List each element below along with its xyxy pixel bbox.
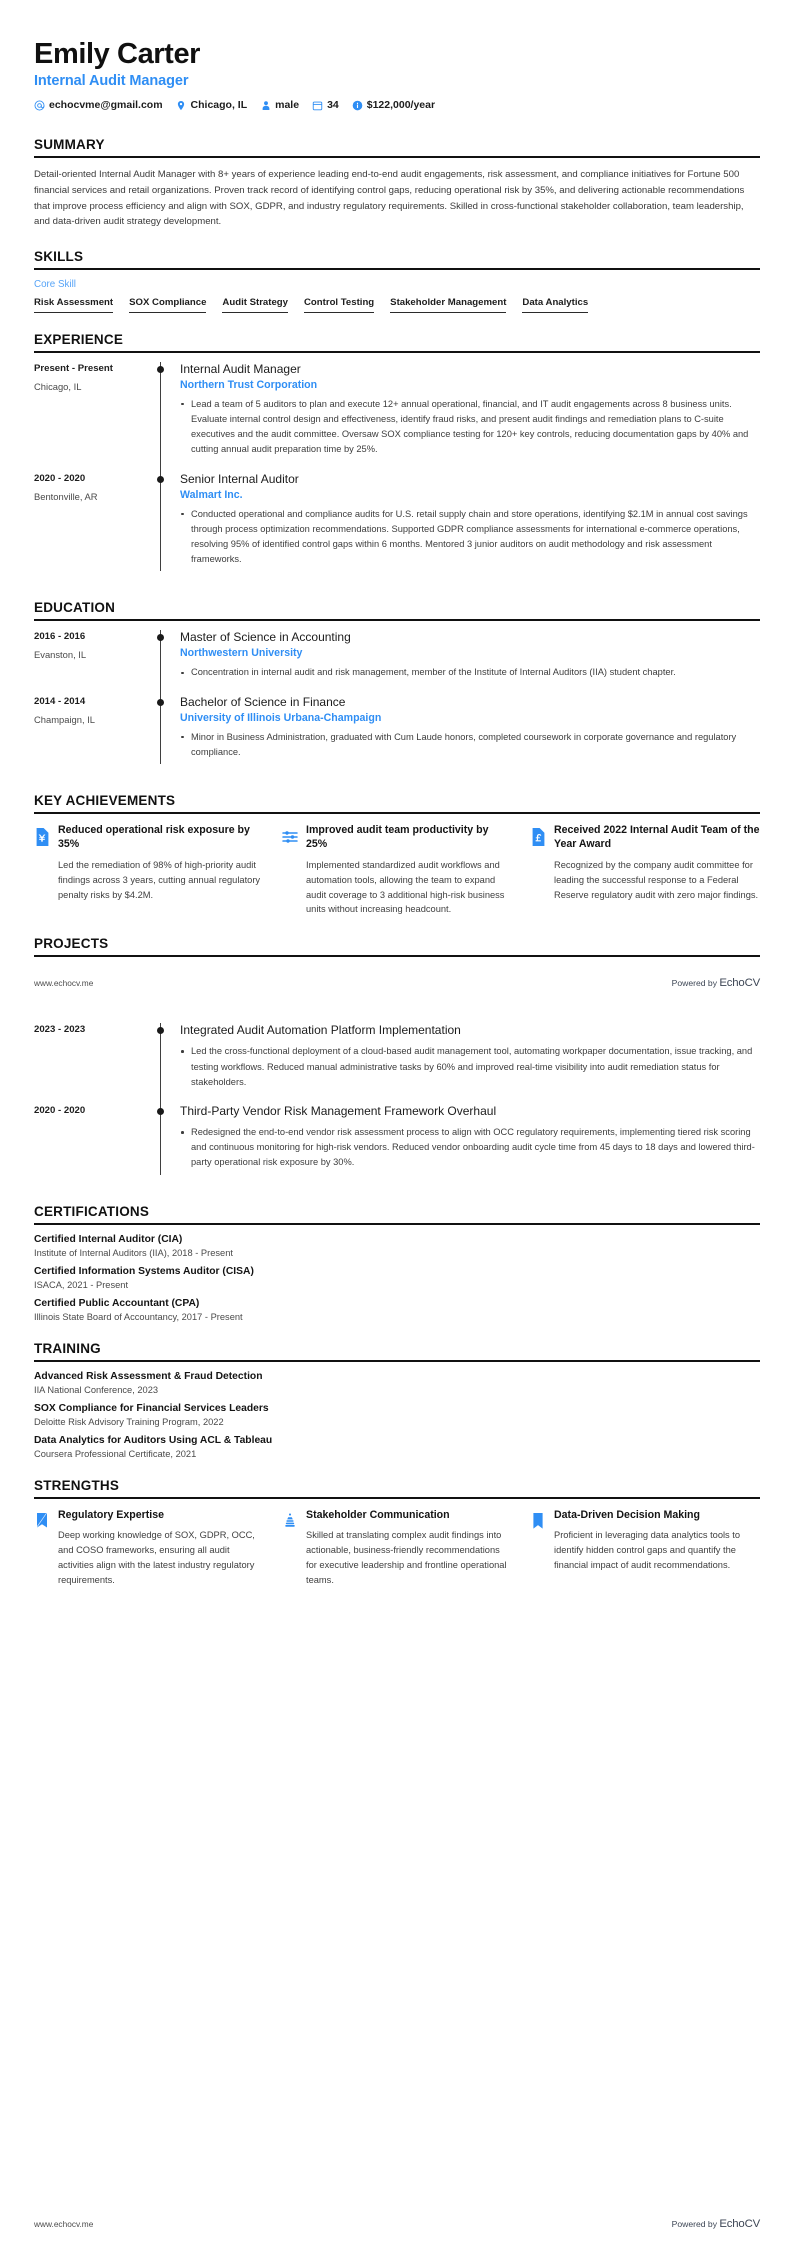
contact-row — [34, 99, 760, 111]
contact-email[interactable] — [34, 99, 163, 111]
skill-chip: Audit Strategy — [222, 297, 288, 313]
timeline-dot-icon — [157, 699, 164, 706]
section-title-summary: SUMMARY — [34, 137, 105, 153]
entry-institution: University of Illinois Urbana-Champaign — [180, 711, 382, 724]
project-entry — [34, 1023, 760, 1104]
certification-item — [34, 1234, 760, 1258]
entry-content — [170, 630, 760, 694]
entry-bullets — [180, 730, 760, 760]
entry-date: 2023 - 2023 — [34, 1024, 86, 1036]
summary-text: Detail-oriented Internal Audit Manager with 8+ years of experience leading end-to-end audit engagements, risk assessment, and compliance initiatives for Fortune 500 financial services and retail organizations. Proven track record of identifying control gaps, reducing operational risk by 35%, and delivering actionable recommendations that improve process efficiency and align with SOX, GDPR, and industry regulatory requirements. Skilled in cross-functional stakeholder collaboration, team leadership, and data-driven audit strategy development. — [34, 169, 745, 228]
experience-entry — [34, 472, 760, 582]
entry-meta — [34, 1023, 152, 1104]
salary-info-icon — [352, 100, 363, 111]
education-entry — [34, 630, 760, 694]
contact-age-value: 34 — [327, 99, 339, 112]
section-divider — [34, 351, 760, 353]
entry-role: Internal Audit Manager — [180, 361, 301, 376]
timeline-rail — [152, 362, 170, 472]
timeline-dot-icon — [157, 476, 164, 483]
sliders-settings-icon — [282, 827, 298, 847]
strength-card — [530, 1508, 760, 1588]
strength-title: Stakeholder Communication — [306, 1508, 450, 1521]
footer-brand-name: EchoCV — [719, 977, 760, 990]
strength-text: Deep working knowledge of SOX, GDPR, OCC, and COSO frameworks, ensuring all audit activities align with the latest industry regulatory requirements. — [58, 1529, 255, 1585]
section-education — [34, 600, 760, 774]
timeline-dot-icon — [157, 1027, 164, 1034]
certification-issuer: Institute of Internal Auditors (IIA), 2018 - Present — [34, 1247, 233, 1258]
document-currency-icon — [34, 827, 50, 847]
education-entry — [34, 695, 760, 774]
footer-powered-by — [672, 977, 760, 989]
section-strengths — [34, 1478, 760, 1588]
certification-title: Certified Information Systems Auditor (CISA) — [34, 1265, 254, 1277]
section-summary — [34, 137, 760, 229]
entry-bullets — [180, 1125, 760, 1171]
entry-date: 2020 - 2020 — [34, 1104, 86, 1116]
section-title-key-achievements: KEY ACHIEVEMENTS — [34, 793, 176, 809]
contact-gender — [260, 99, 299, 111]
section-divider — [34, 268, 760, 270]
entry-bullets — [180, 1044, 760, 1090]
certification-item — [34, 1266, 760, 1290]
contact-salary-value: $122,000/year — [366, 99, 436, 112]
entry-meta — [34, 472, 152, 582]
achievement-title: Improved audit team productivity by 25% — [306, 824, 489, 851]
entry-date: 2016 - 2016 — [34, 631, 86, 643]
strength-body — [58, 1508, 264, 1588]
strength-body — [554, 1508, 760, 1573]
section-skills — [34, 249, 760, 313]
entry-content — [170, 1104, 760, 1185]
entry-location: Evanston, IL — [34, 649, 87, 661]
section-title-education: EDUCATION — [34, 600, 116, 616]
entry-meta — [34, 630, 152, 694]
section-training — [34, 1341, 760, 1459]
project-title: Third-Party Vendor Risk Management Framework Overhaul — [180, 1103, 497, 1118]
entry-location: Chicago, IL — [34, 380, 82, 392]
bullet-item: Lead a team of 5 auditors to plan and execute 12+ annual operational, financial, and IT audit engagements across 8 business units. Evaluate internal control design and effectiveness, identify fraud risks, and present audit findings and remediation plans to C-suite executives and the audit committee. Oversaw SOX compliance testing for 120+ key controls, reducing documentation gaps by 40% and cutting annual audit preparation time by 25%. — [180, 397, 760, 458]
achievement-body — [554, 823, 760, 902]
section-key-achievements — [34, 793, 760, 917]
entry-content — [170, 472, 760, 582]
contact-age — [312, 99, 339, 111]
project-entry — [34, 1104, 760, 1185]
section-title-skills: SKILLS — [34, 248, 84, 264]
timeline-dot-icon — [157, 634, 164, 641]
section-divider — [34, 812, 760, 814]
entry-organization: Walmart Inc. — [180, 488, 243, 501]
training-item — [34, 1371, 760, 1395]
entry-date: 2020 - 2020 — [34, 472, 86, 484]
section-divider — [34, 156, 760, 158]
strength-text: Skilled at translating complex audit findings into actionable, business-friendly recommendations for executive leadership and frontline operational teams. — [306, 1529, 507, 1585]
certification-issuer: Illinois State Board of Accountancy, 2017 - Present — [34, 1311, 243, 1322]
achievement-card — [34, 823, 264, 917]
footer-powered-by-prefix: Powered by — [671, 2219, 720, 2229]
section-divider — [34, 1360, 760, 1362]
achievement-card — [530, 823, 760, 917]
timeline-dot-icon — [157, 1108, 164, 1115]
strength-title: Data-Driven Decision Making — [554, 1508, 700, 1521]
contact-gender-value: male — [275, 99, 300, 112]
section-title-experience: EXPERIENCE — [34, 331, 124, 347]
achievement-body — [306, 823, 512, 917]
skill-chip: Data Analytics — [522, 297, 588, 313]
contact-email-value: echocvme@gmail.com — [49, 99, 163, 112]
entry-bullets — [180, 507, 760, 568]
contact-location — [176, 99, 248, 111]
contact-location-value: Chicago, IL — [190, 99, 248, 112]
achievement-title: Reduced operational risk exposure by 35% — [58, 824, 250, 851]
section-projects — [34, 936, 760, 1184]
section-divider — [34, 1223, 760, 1225]
footer-powered-by-prefix: Powered by — [671, 978, 720, 989]
entry-content — [170, 695, 760, 774]
entry-date: Present - Present — [34, 362, 113, 374]
ribbon-badge-icon — [34, 1512, 50, 1532]
timeline-rail — [152, 630, 170, 694]
entry-bullets — [180, 397, 760, 458]
timeline-rail — [152, 1023, 170, 1104]
achievement-card — [282, 823, 512, 917]
experience-entry — [34, 362, 760, 472]
skill-chip: Stakeholder Management — [390, 297, 506, 313]
achievement-text: Led the remediation of 98% of high-priority audit findings across 3 years, cutting annual regulatory penalty risks by $4.2M. — [58, 859, 261, 900]
entry-location: Bentonville, AR — [34, 490, 98, 502]
achievement-card-grid — [34, 823, 760, 917]
candidate-name: Emily Carter — [34, 38, 201, 70]
strength-title: Regulatory Expertise — [58, 1508, 164, 1521]
strength-card-grid — [34, 1508, 760, 1588]
footer-brand-name: EchoCV — [719, 2218, 760, 2230]
entry-meta — [34, 695, 152, 774]
bullet-item: Minor in Business Administration, graduated with Cum Laude honors, completed coursework in corporate governance and regulatory compliance. — [180, 730, 760, 760]
person-icon — [260, 100, 271, 111]
certification-issuer: ISACA, 2021 - Present — [34, 1279, 129, 1290]
achievement-text: Recognized by the company audit committee for leading the successful response to a Federal Reserve regulatory audit with zero major findings. — [554, 859, 759, 900]
entry-content — [170, 1023, 760, 1104]
section-divider — [34, 1497, 760, 1499]
timeline-rail — [152, 472, 170, 582]
entry-content — [170, 362, 760, 472]
certification-title: Certified Public Accountant (CPA) — [34, 1297, 200, 1309]
entry-degree: Master of Science in Accounting — [180, 630, 351, 645]
training-item — [34, 1435, 760, 1459]
certification-title: Certified Internal Auditor (CIA) — [34, 1233, 183, 1245]
entry-organization: Northern Trust Corporation — [180, 378, 318, 391]
training-title: SOX Compliance for Financial Services Leaders — [34, 1402, 269, 1414]
candidate-job-title: Internal Audit Manager — [34, 73, 189, 90]
training-provider: IIA National Conference, 2023 — [34, 1384, 159, 1395]
document-pound-icon — [530, 827, 546, 847]
section-divider — [34, 619, 760, 621]
resume-header — [34, 38, 760, 111]
entry-role: Senior Internal Auditor — [180, 471, 299, 486]
section-title-projects: PROJECTS — [34, 936, 109, 952]
skill-chip: SOX Compliance — [129, 297, 206, 313]
calendar-icon — [312, 100, 323, 111]
skill-chip: Control Testing — [304, 297, 374, 313]
section-title-certifications: CERTIFICATIONS — [34, 1203, 150, 1219]
footer-website-url[interactable]: www.echocv.me — [34, 978, 94, 989]
entry-bullets — [180, 665, 760, 680]
email-icon — [34, 100, 45, 111]
bookmark-icon — [530, 1512, 546, 1532]
timeline-dot-icon — [157, 366, 164, 373]
bullet-item: Led the cross-functional deployment of a cloud-based audit management tool, automating workpaper documentation, issue tracking, and testing workflows. Reduced manual administrative tasks by 60% and improved real-time visibility into audit remediation status for stakeholders. — [180, 1044, 760, 1090]
achievement-body — [58, 823, 264, 902]
achievement-text: Implemented standardized audit workflows and automation tools, allowing the team to expand audit coverage to 3 additional high-risk business units without increasing headcount. — [306, 859, 505, 915]
bullet-item: Redesigned the end-to-end vendor risk assessment process to align with OCC regulatory requirements, implementing tiered risk scoring and continuous monitoring for high-risk vendors. Reduced vendor onboarding audit cycle time from 45 days to 18 days and lowered third-party operational risk exposure by 30%. — [180, 1125, 760, 1171]
contact-salary — [352, 99, 435, 111]
section-title-training: TRAINING — [34, 1340, 101, 1356]
section-certifications — [34, 1204, 760, 1322]
section-title-strengths: STRENGTHS — [34, 1477, 120, 1493]
strength-text: Proficient in leveraging data analytics tools to identify hidden control gaps and quantify the financial impact of audit recommendations. — [554, 1529, 741, 1570]
timeline-rail — [152, 695, 170, 774]
entry-institution: Northwestern University — [180, 647, 303, 660]
project-title: Integrated Audit Automation Platform Implementation — [180, 1023, 461, 1038]
section-experience — [34, 332, 760, 582]
skill-chip: Risk Assessment — [34, 297, 113, 313]
entry-degree: Bachelor of Science in Finance — [180, 694, 346, 709]
certification-item — [34, 1298, 760, 1322]
skill-list — [34, 297, 760, 313]
training-item — [34, 1403, 760, 1427]
training-provider: Coursera Professional Certificate, 2021 — [34, 1448, 197, 1459]
location-pin-icon — [176, 100, 187, 111]
timeline-rail — [152, 1104, 170, 1185]
entry-location: Champaign, IL — [34, 713, 95, 725]
section-divider — [34, 955, 760, 957]
page-break-footer — [34, 977, 760, 989]
strength-card — [282, 1508, 512, 1588]
bullet-item: Concentration in internal audit and risk management, member of the Institute of Internal Auditors (IIA) student chapter. — [180, 665, 760, 680]
megaphone-icon — [282, 1512, 298, 1532]
strength-card — [34, 1508, 264, 1588]
bullet-item: Conducted operational and compliance audits for U.S. retail supply chain and store operations, identifying $2.1M in annual cost savings through process optimization recommendations. Supported GDPR compliance assessments for international e-commerce operations, resolving 95% of identified control gaps within 6 months. Mentored 3 junior auditors on audit methodology and risk assessment frameworks. — [180, 507, 760, 568]
achievement-title: Received 2022 Internal Audit Team of the Year Award — [554, 824, 760, 851]
training-provider: Deloitte Risk Advisory Training Program, 2022 — [34, 1416, 224, 1427]
strength-body — [306, 1508, 512, 1588]
training-title: Advanced Risk Assessment & Fraud Detection — [34, 1370, 263, 1382]
entry-date: 2014 - 2014 — [34, 695, 86, 707]
entry-meta — [34, 362, 152, 472]
footer-website-url[interactable]: www.echocv.me — [34, 2219, 94, 2229]
footer-powered-by — [672, 2218, 760, 2230]
training-title: Data Analytics for Auditors Using ACL & Tableau — [34, 1434, 273, 1446]
page-footer — [34, 2218, 760, 2230]
entry-meta — [34, 1104, 152, 1185]
skill-group-label: Core Skill — [34, 278, 76, 290]
